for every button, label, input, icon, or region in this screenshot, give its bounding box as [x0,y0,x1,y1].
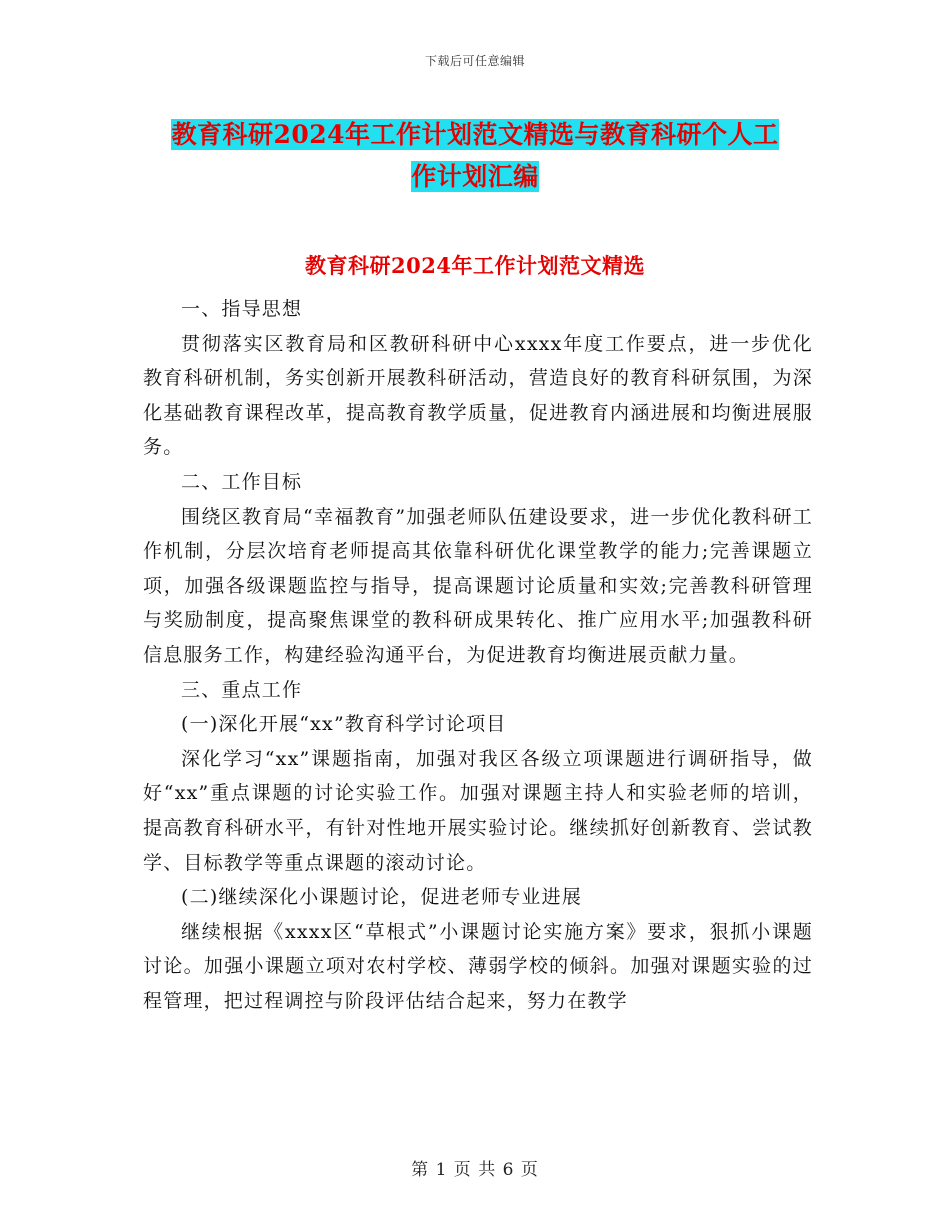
heading-guiding-ideology: 一、指导思想 [181,298,303,320]
section-title: 教育科研2024年工作计划范文精选 [305,253,645,278]
heading-key-work: 三、重点工作 [181,678,303,701]
subheading-item-2: (二)继续深化小课题讨论，促进老师专业进展 [181,886,583,909]
heading-work-goals: 二、工作目标 [181,470,303,493]
paragraph-item-2: 继续根据《xxxx区“草根式”小课题讨论实施方案》要求，狠抓小课题讨论。加强小课题立项对农村学校、薄弱学校的倾斜。加强对课题实验的过程管理，把过程调控与阶段评估结合起来，努力在教学 [143,920,813,1012]
paragraph-item-1: 深化学习“xx”课题指南，加强对我区各级立项课题进行调研指导，做好“xx”重点课题的讨论实验工作。加强对课题主持人和实验老师的培训，提高教育科研水平，有针对性地开展实验讨论。继续抓好创新教育、尝试教学、目标教学等重点课题的滚动讨论。 [143,747,813,874]
page-number: 第 1 页 共 6 页 [411,1160,539,1180]
document-title-line-1: 教育科研2024年工作计划范文精选与教育科研个人工 [171,120,779,149]
document-body [143,292,813,1018]
paragraph-work-goals: 围绕区教育局“幸福教育”加强老师队伍建设要求，进一步优化教科研工作机制，分层次培育老师提高其依靠科研优化课堂教学的能力;完善课题立项，加强各级课题监控与指导，提高课题讨论质量和实效;完善教科研管理与奖励制度，提高聚焦课堂的教科研成果转化、推广应用水平;加强教科研信息服务工作，构建经验沟通平台，为促进教育均衡进展贡献力量。 [143,505,813,666]
document-title-line-2: 作计划汇编 [411,162,539,191]
download-note: 下载后可任意编辑 [424,54,525,68]
paragraph-guiding-ideology: 贯彻落实区教育局和区教研科研中心xxxx年度工作要点，进一步优化教育科研机制，务实创新开展教科研活动，营造良好的教育科研氛围，为深化基础教育课程改革，提高教育教学质量，促进教育内涵进展和均衡进展服务。 [143,332,813,459]
subheading-item-1: (一)深化开展“xx”教育科学讨论项目 [181,713,507,736]
